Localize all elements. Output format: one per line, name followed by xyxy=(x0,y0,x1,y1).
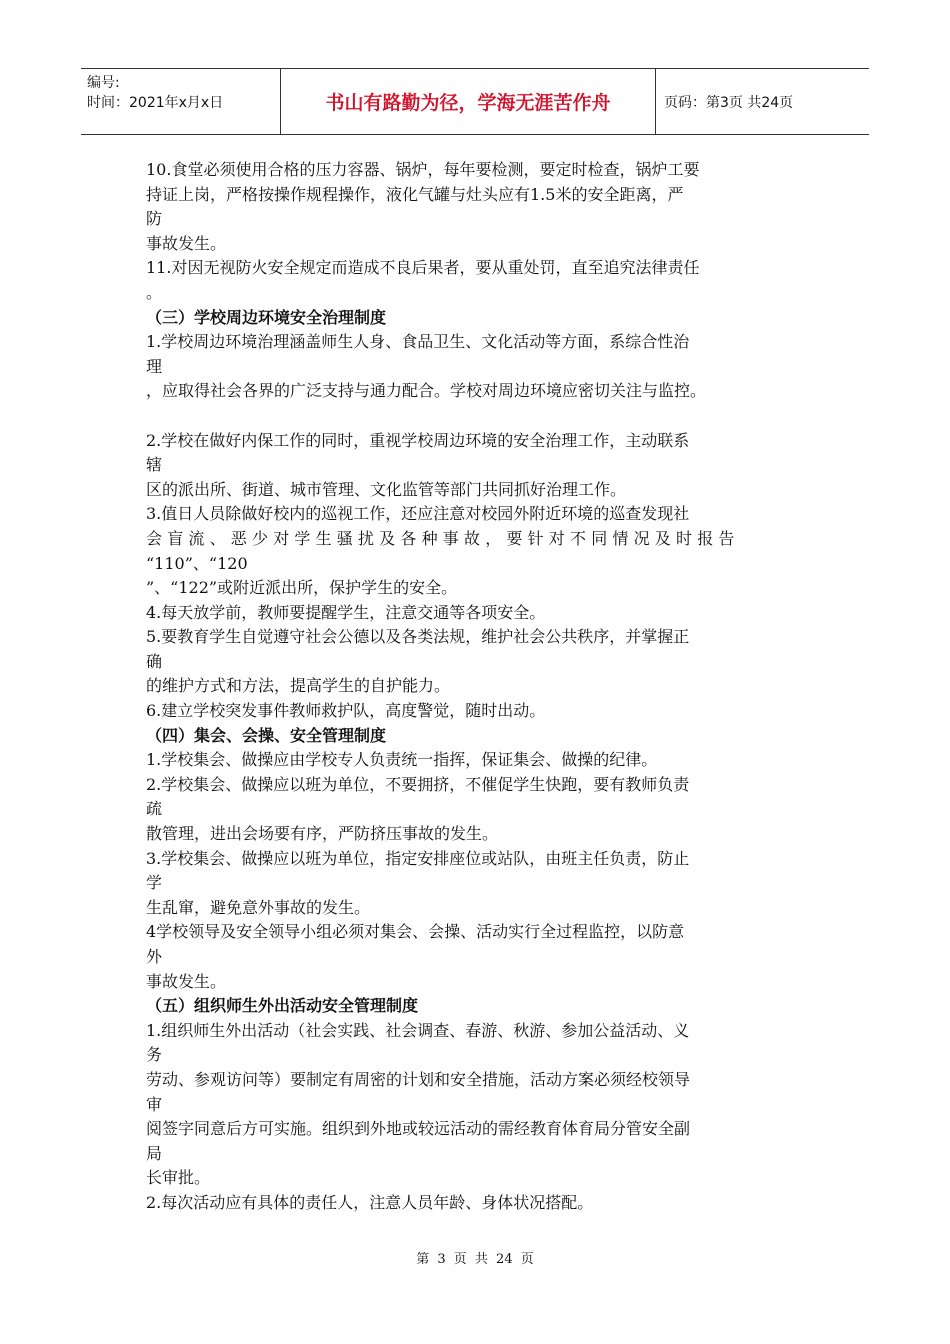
body-text-line: 3.值日人员除做好校内的巡视工作，还应注意对校园外附近环境的巡查发现社 xyxy=(146,504,690,524)
body-text-line: 防 xyxy=(146,209,163,229)
body-text-line: 1.组织师生外出活动（社会实践、社会调查、春游、秋游、参加公益活动、义 xyxy=(146,1020,690,1040)
body-text-line: 生乱窜，避免意外事故的发生。 xyxy=(146,897,371,917)
body-text-line: 的维护方式和方法，提高学生的自护能力。 xyxy=(146,676,451,696)
body-text-line: 务 xyxy=(146,1045,163,1065)
body-text-line: 2.每次活动应有具体的责任人，注意人员年龄、身体状况搭配。 xyxy=(146,1192,594,1212)
body-text-line: ”、“122”或附近派出所，保护学生的安全。 xyxy=(146,578,458,598)
body-text-line: 辖 xyxy=(146,455,163,475)
body-text-line: ，应取得社会各界的广泛支持与通力配合。学校对周边环境应密切关注与监控。 xyxy=(146,381,707,401)
body-text-line: 劳动、参观访问等）要制定有周密的计划和安全措施，活动方案必须经校领导 xyxy=(146,1069,691,1089)
body-text-line: 3.学校集会、做操应以班为单位，指定安排座位或站队，由班主任负责，防止 xyxy=(146,848,690,868)
body-text-line: 11.对因无视防火安全规定而造成不良后果者，要从重处罚，直至追究法律责任 xyxy=(146,258,700,278)
section-heading: （五）组织师生外出活动安全管理制度 xyxy=(146,996,419,1016)
body-text-line: 区的派出所、街道、城市管理、文化监管等部门共同抓好治理工作。 xyxy=(146,479,627,499)
body-text-line: 疏 xyxy=(146,799,163,819)
body-text-line: 外 xyxy=(146,947,163,966)
document-date: 时间：2021年x月x日 xyxy=(87,95,224,111)
header-page-info: 页码：第3页 共24页 xyxy=(664,94,794,111)
body-text-line: 。 xyxy=(146,282,163,302)
document-body xyxy=(146,158,826,1216)
header-motto: 书山有路勤为径，学海无涯苦作舟 xyxy=(281,69,656,134)
body-text-line: 2.学校在做好内保工作的同时，重视学校周边环境的安全治理工作，主动联系 xyxy=(146,430,690,450)
body-text-line: 阅签字同意后方可实施。组织到外地或较远活动的需经教育体育局分管安全副 xyxy=(146,1119,691,1139)
body-text-line: “110”、“120 xyxy=(146,553,248,573)
body-text-line: 散管理，进出会场要有序，严防挤压事故的发生。 xyxy=(146,824,499,844)
header-meta xyxy=(81,69,281,134)
body-text-line xyxy=(146,404,826,429)
body-text-line: 6.建立学校突发事件教师救护队，高度警觉，随时出动。 xyxy=(146,701,546,721)
body-text-line: 学 xyxy=(146,873,163,893)
body-text-line: 确 xyxy=(146,651,163,671)
body-text-line: 1.学校周边环境治理涵盖师生人身、食品卫生、文化活动等方面，系综合性治 xyxy=(146,332,690,352)
body-text-line: 局 xyxy=(146,1143,163,1163)
section-heading: （三）学校周边环境安全治理制度 xyxy=(146,307,387,327)
body-text-line: 10.食堂必须使用合格的压力容器、锅炉，每年要检测，要定时检查，锅炉工要 xyxy=(146,160,700,179)
body-text-line: 理 xyxy=(146,356,163,376)
page-footer: 第 3 页 共 24 页 xyxy=(416,1252,534,1267)
body-text-line: 持证上岗，严格按操作规程操作，液化气罐与灶头应有1.5米的安全距离，严 xyxy=(146,184,684,204)
section-heading: （四）集会、会操、安全管理制度 xyxy=(146,725,387,745)
body-text-line: 5.要教育学生自觉遵守社会公德以及各类法规，维护社会公共秩序，并掌握正 xyxy=(146,627,690,647)
body-text-line: 审 xyxy=(146,1094,163,1114)
body-text-line: 1.学校集会、做操应由学校专人负责统一指挥，保证集会、做操的纪律。 xyxy=(146,750,658,770)
document-number-label: 编号: xyxy=(87,75,120,91)
page-header xyxy=(81,68,869,135)
body-text-line: 事故发生。 xyxy=(146,233,227,253)
body-text-line: 长审批。 xyxy=(146,1168,211,1188)
body-text-line: 2.学校集会、做操应以班为单位，不要拥挤，不催促学生快跑，要有教师负责 xyxy=(146,774,690,794)
body-text-line: 4.每天放学前，教师要提醒学生，注意交通等各项安全。 xyxy=(146,602,546,622)
body-text-line: 事故发生。 xyxy=(146,971,227,991)
body-text-line: 4学校领导及安全领导小组必须对集会、会操、活动实行全过程监控，以防意 xyxy=(146,922,685,942)
body-text-line: 会盲流、恶少对学生骚扰及各种事故，要针对不同情况及时报告 xyxy=(146,528,740,548)
